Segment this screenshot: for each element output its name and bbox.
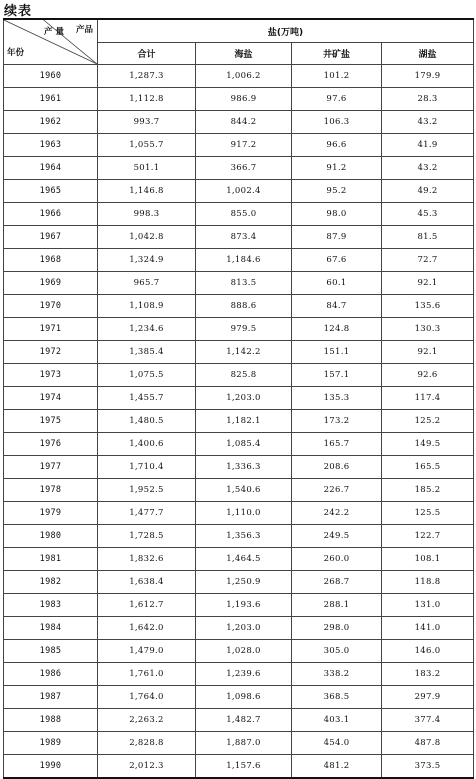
diagonal-header xyxy=(4,20,97,64)
year-cell: 1985 xyxy=(4,640,98,663)
corner-label-output: 产 量 xyxy=(44,27,64,37)
sea-salt-cell: 1,250.9 xyxy=(196,571,292,594)
year-cell: 1980 xyxy=(4,525,98,548)
well-salt-cell: 157.1 xyxy=(292,364,382,387)
corner-label-product: 产品 xyxy=(75,25,93,35)
column-header-well-salt: 井矿盐 xyxy=(292,43,382,65)
lake-salt-cell: 92.6 xyxy=(382,364,474,387)
sea-salt-cell: 1,110.0 xyxy=(196,502,292,525)
table-row xyxy=(4,502,474,525)
table-body xyxy=(4,65,474,779)
year-cell: 1975 xyxy=(4,410,98,433)
table-row xyxy=(4,456,474,479)
well-salt-cell: 481.2 xyxy=(292,755,382,779)
total-cell: 1,728.5 xyxy=(98,525,196,548)
salt-production-table xyxy=(3,18,474,779)
table-row xyxy=(4,295,474,318)
well-salt-cell: 106.3 xyxy=(292,111,382,134)
well-salt-cell: 173.2 xyxy=(292,410,382,433)
lake-salt-cell: 165.5 xyxy=(382,456,474,479)
lake-salt-cell: 377.4 xyxy=(382,709,474,732)
table-row xyxy=(4,571,474,594)
year-cell: 1990 xyxy=(4,755,98,779)
table-row xyxy=(4,755,474,779)
well-salt-cell: 242.2 xyxy=(292,502,382,525)
table-row xyxy=(4,663,474,686)
well-salt-cell: 208.6 xyxy=(292,456,382,479)
well-salt-cell: 249.5 xyxy=(292,525,382,548)
year-cell: 1983 xyxy=(4,594,98,617)
table-row xyxy=(4,525,474,548)
year-cell: 1979 xyxy=(4,502,98,525)
year-cell: 1988 xyxy=(4,709,98,732)
total-cell: 1,612.7 xyxy=(98,594,196,617)
total-cell: 1,952.5 xyxy=(98,479,196,502)
lake-salt-cell: 373.5 xyxy=(382,755,474,779)
total-cell: 1,112.8 xyxy=(98,88,196,111)
table-row xyxy=(4,732,474,755)
lake-salt-cell: 183.2 xyxy=(382,663,474,686)
lake-salt-cell: 297.9 xyxy=(382,686,474,709)
sea-salt-cell: 1,336.3 xyxy=(196,456,292,479)
total-cell: 501.1 xyxy=(98,157,196,180)
table-row xyxy=(4,479,474,502)
lake-salt-cell: 131.0 xyxy=(382,594,474,617)
year-cell: 1968 xyxy=(4,249,98,272)
table-row xyxy=(4,387,474,410)
sea-salt-cell: 1,239.6 xyxy=(196,663,292,686)
lake-salt-cell: 130.3 xyxy=(382,318,474,341)
well-salt-cell: 165.7 xyxy=(292,433,382,456)
total-cell: 1,638.4 xyxy=(98,571,196,594)
well-salt-cell: 268.7 xyxy=(292,571,382,594)
well-salt-cell: 135.3 xyxy=(292,387,382,410)
column-header-lake-salt: 湖盐 xyxy=(382,43,474,65)
lake-salt-cell: 81.5 xyxy=(382,226,474,249)
total-cell: 993.7 xyxy=(98,111,196,134)
sea-salt-cell: 813.5 xyxy=(196,272,292,295)
year-cell: 1978 xyxy=(4,479,98,502)
table-row xyxy=(4,318,474,341)
year-cell: 1974 xyxy=(4,387,98,410)
sea-salt-cell: 855.0 xyxy=(196,203,292,226)
total-cell: 1,761.0 xyxy=(98,663,196,686)
total-cell: 1,324.9 xyxy=(98,249,196,272)
total-cell: 2,828.8 xyxy=(98,732,196,755)
lake-salt-cell: 72.7 xyxy=(382,249,474,272)
table-caption: 续表 xyxy=(4,4,33,19)
total-cell: 1,642.0 xyxy=(98,617,196,640)
total-cell: 1,710.4 xyxy=(98,456,196,479)
column-header-total: 合计 xyxy=(98,43,196,65)
year-cell: 1984 xyxy=(4,617,98,640)
lake-salt-cell: 108.1 xyxy=(382,548,474,571)
well-salt-cell: 403.1 xyxy=(292,709,382,732)
year-cell: 1967 xyxy=(4,226,98,249)
well-salt-cell: 124.8 xyxy=(292,318,382,341)
table-row xyxy=(4,686,474,709)
sea-salt-cell: 1,193.6 xyxy=(196,594,292,617)
year-cell: 1977 xyxy=(4,456,98,479)
sea-salt-cell: 1,356.3 xyxy=(196,525,292,548)
lake-salt-cell: 49.2 xyxy=(382,180,474,203)
table-row xyxy=(4,594,474,617)
well-salt-cell: 288.1 xyxy=(292,594,382,617)
lake-salt-cell: 122.7 xyxy=(382,525,474,548)
total-cell: 1,146.8 xyxy=(98,180,196,203)
total-cell: 965.7 xyxy=(98,272,196,295)
lake-salt-cell: 92.1 xyxy=(382,272,474,295)
lake-salt-cell: 146.0 xyxy=(382,640,474,663)
sea-salt-cell: 1,464.5 xyxy=(196,548,292,571)
table-row xyxy=(4,226,474,249)
year-cell: 1966 xyxy=(4,203,98,226)
year-cell: 1961 xyxy=(4,88,98,111)
sea-salt-cell: 825.8 xyxy=(196,364,292,387)
sea-salt-cell: 1,482.7 xyxy=(196,709,292,732)
column-header-sea-salt: 海盐 xyxy=(196,43,292,65)
year-cell: 1963 xyxy=(4,134,98,157)
year-cell: 1973 xyxy=(4,364,98,387)
total-cell: 1,400.6 xyxy=(98,433,196,456)
table-row xyxy=(4,157,474,180)
well-salt-cell: 338.2 xyxy=(292,663,382,686)
lake-salt-cell: 43.2 xyxy=(382,111,474,134)
sea-salt-cell: 917.2 xyxy=(196,134,292,157)
well-salt-cell: 226.7 xyxy=(292,479,382,502)
well-salt-cell: 305.0 xyxy=(292,640,382,663)
table-row xyxy=(4,203,474,226)
group-header-salt: 盐(万吨) xyxy=(98,19,474,43)
table-row xyxy=(4,640,474,663)
well-salt-cell: 98.0 xyxy=(292,203,382,226)
sea-salt-cell: 1,085.4 xyxy=(196,433,292,456)
sea-salt-cell: 1,028.0 xyxy=(196,640,292,663)
well-salt-cell: 454.0 xyxy=(292,732,382,755)
total-cell: 2,263.2 xyxy=(98,709,196,732)
well-salt-cell: 97.6 xyxy=(292,88,382,111)
well-salt-cell: 151.1 xyxy=(292,341,382,364)
total-cell: 1,385.4 xyxy=(98,341,196,364)
sea-salt-cell: 1,182.1 xyxy=(196,410,292,433)
table-row xyxy=(4,364,474,387)
year-cell: 1986 xyxy=(4,663,98,686)
sea-salt-cell: 366.7 xyxy=(196,157,292,180)
year-cell: 1971 xyxy=(4,318,98,341)
total-cell: 1,479.0 xyxy=(98,640,196,663)
sea-salt-cell: 979.5 xyxy=(196,318,292,341)
sea-salt-cell: 1,887.0 xyxy=(196,732,292,755)
table-row xyxy=(4,410,474,433)
total-cell: 1,234.6 xyxy=(98,318,196,341)
lake-salt-cell: 43.2 xyxy=(382,157,474,180)
lake-salt-cell: 179.9 xyxy=(382,65,474,88)
year-cell: 1970 xyxy=(4,295,98,318)
total-cell: 1,764.0 xyxy=(98,686,196,709)
lake-salt-cell: 28.3 xyxy=(382,88,474,111)
total-cell: 1,042.8 xyxy=(98,226,196,249)
year-cell: 1982 xyxy=(4,571,98,594)
lake-salt-cell: 118.8 xyxy=(382,571,474,594)
year-cell: 1965 xyxy=(4,180,98,203)
corner-header-cell xyxy=(4,19,98,65)
lake-salt-cell: 92.1 xyxy=(382,341,474,364)
year-cell: 1987 xyxy=(4,686,98,709)
sea-salt-cell: 844.2 xyxy=(196,111,292,134)
total-cell: 1,075.5 xyxy=(98,364,196,387)
table-row xyxy=(4,180,474,203)
sea-salt-cell: 1,540.6 xyxy=(196,479,292,502)
table-row xyxy=(4,111,474,134)
total-cell: 1,108.9 xyxy=(98,295,196,318)
table-row xyxy=(4,134,474,157)
sea-salt-cell: 873.4 xyxy=(196,226,292,249)
corner-label-year: 年份 xyxy=(7,48,25,58)
lake-salt-cell: 41.9 xyxy=(382,134,474,157)
total-cell: 1,055.7 xyxy=(98,134,196,157)
table-row xyxy=(4,249,474,272)
sea-salt-cell: 1,006.2 xyxy=(196,65,292,88)
year-cell: 1972 xyxy=(4,341,98,364)
year-cell: 1981 xyxy=(4,548,98,571)
total-cell: 1,480.5 xyxy=(98,410,196,433)
lake-salt-cell: 125.2 xyxy=(382,410,474,433)
table-row xyxy=(4,88,474,111)
sea-salt-cell: 1,002.4 xyxy=(196,180,292,203)
well-salt-cell: 260.0 xyxy=(292,548,382,571)
well-salt-cell: 95.2 xyxy=(292,180,382,203)
lake-salt-cell: 185.2 xyxy=(382,479,474,502)
lake-salt-cell: 487.8 xyxy=(382,732,474,755)
well-salt-cell: 96.6 xyxy=(292,134,382,157)
lake-salt-cell: 135.6 xyxy=(382,295,474,318)
total-cell: 1,477.7 xyxy=(98,502,196,525)
year-cell: 1962 xyxy=(4,111,98,134)
sea-salt-cell: 1,142.2 xyxy=(196,341,292,364)
table-row xyxy=(4,272,474,295)
sea-salt-cell: 1,157.6 xyxy=(196,755,292,779)
table-row xyxy=(4,709,474,732)
total-cell: 1,832.6 xyxy=(98,548,196,571)
total-cell: 1,287.3 xyxy=(98,65,196,88)
table-row xyxy=(4,341,474,364)
well-salt-cell: 101.2 xyxy=(292,65,382,88)
total-cell: 2,012.3 xyxy=(98,755,196,779)
sea-salt-cell: 1,203.0 xyxy=(196,617,292,640)
table-row xyxy=(4,617,474,640)
lake-salt-cell: 125.5 xyxy=(382,502,474,525)
table-row xyxy=(4,548,474,571)
well-salt-cell: 298.0 xyxy=(292,617,382,640)
lake-salt-cell: 141.0 xyxy=(382,617,474,640)
well-salt-cell: 67.6 xyxy=(292,249,382,272)
year-cell: 1989 xyxy=(4,732,98,755)
sea-salt-cell: 986.9 xyxy=(196,88,292,111)
well-salt-cell: 87.9 xyxy=(292,226,382,249)
year-cell: 1964 xyxy=(4,157,98,180)
year-cell: 1976 xyxy=(4,433,98,456)
well-salt-cell: 91.2 xyxy=(292,157,382,180)
well-salt-cell: 84.7 xyxy=(292,295,382,318)
sea-salt-cell: 1,098.6 xyxy=(196,686,292,709)
well-salt-cell: 368.5 xyxy=(292,686,382,709)
sea-salt-cell: 1,184.6 xyxy=(196,249,292,272)
total-cell: 1,455.7 xyxy=(98,387,196,410)
year-cell: 1960 xyxy=(4,65,98,88)
lake-salt-cell: 117.4 xyxy=(382,387,474,410)
table-row xyxy=(4,433,474,456)
well-salt-cell: 60.1 xyxy=(292,272,382,295)
sea-salt-cell: 1,203.0 xyxy=(196,387,292,410)
lake-salt-cell: 45.3 xyxy=(382,203,474,226)
total-cell: 998.3 xyxy=(98,203,196,226)
table-row xyxy=(4,65,474,88)
sea-salt-cell: 888.6 xyxy=(196,295,292,318)
lake-salt-cell: 149.5 xyxy=(382,433,474,456)
year-cell: 1969 xyxy=(4,272,98,295)
